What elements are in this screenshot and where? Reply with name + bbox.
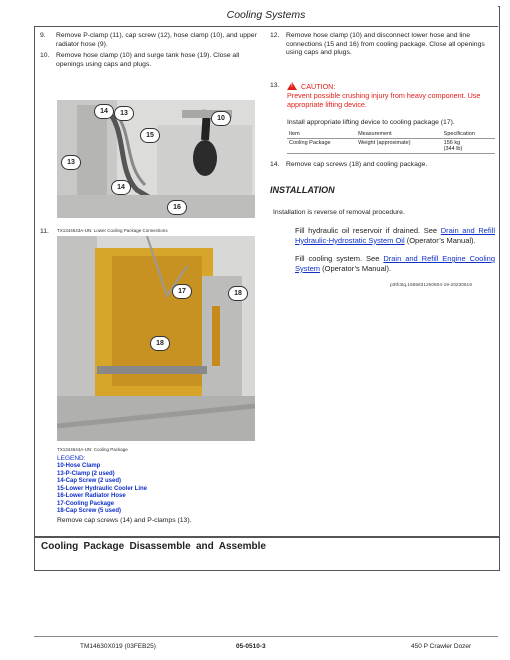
spec-header-specification: Specification	[442, 130, 495, 139]
footer-page-number: 05-0510-3	[236, 643, 266, 650]
footer-doc-id: TM14630X019 (03FEB25)	[80, 643, 156, 650]
legend-after-text: Remove cap screws (14) and P-clamps (13).	[57, 516, 192, 524]
step-number: 14.	[270, 161, 280, 168]
link-drain-refill-engine-cooling[interactable]: Drain and Refill Engine Cooling System	[295, 254, 496, 273]
callout-10: 10	[211, 111, 231, 126]
caution-block	[287, 82, 497, 109]
callout-13: 13	[61, 155, 81, 170]
callout-18: 18	[150, 336, 170, 351]
footer-machine-name: 450 P Crawler Dozer	[411, 643, 472, 650]
legend-item: 14-Cap Screw (2 used)	[57, 478, 122, 485]
callout-14: 14	[111, 180, 131, 195]
spec-table	[287, 130, 495, 154]
legend-item: 10-Hose Clamp	[57, 463, 101, 470]
callout-17: 17	[172, 284, 192, 299]
install-step-2-text: Fill cooling system. See	[295, 254, 380, 263]
section-box	[34, 536, 500, 571]
header-bar	[34, 6, 498, 27]
warning-triangle-icon	[287, 82, 297, 90]
figure-2-caption: TX1344644A-UN: Cooling Package	[57, 447, 128, 452]
legend-item: 15-Lower Hydraulic Cooler Line	[57, 485, 148, 492]
callout-18: 18	[228, 286, 248, 301]
figure-cooling-package	[57, 236, 255, 441]
installation-step-2	[295, 254, 495, 274]
installation-intro: Installation is reverse of removal procedure.	[273, 209, 405, 216]
install-step-1-post: (Operator’s Manual).	[406, 235, 476, 245]
step-number: 12.	[270, 32, 280, 39]
step-10	[40, 52, 262, 69]
install-step-1-text: Fill hydraulic oil reservoir if drained. See	[295, 226, 438, 235]
callout-14: 14	[94, 104, 114, 119]
legend-title: LEGEND:	[57, 455, 86, 462]
page-header-title: Cooling Systems	[226, 9, 306, 21]
section-title: Cooling Package Disassemble and Assemble	[41, 541, 266, 552]
installation-step-1	[295, 226, 495, 246]
spec-table-header	[287, 130, 495, 139]
callout-13: 13	[114, 106, 134, 121]
callout-15: 15	[140, 128, 160, 143]
caution-text: Prevent possible crushing injury from heavy component. Use appropriate lifting device.	[287, 91, 481, 109]
legend-item: 16-Lower Radiator Hose	[57, 493, 126, 500]
step-13-text: Install appropriate lifting device to cooling package (17).	[287, 119, 455, 126]
caution-label: CAUTION:	[301, 82, 336, 91]
reference-code: p3th3tq,1585631250604-19-20230619	[390, 283, 472, 288]
link-drain-refill-hydraulic[interactable]: Drain and Refill Hydraulic-Hydrostatic System Oil	[295, 226, 495, 245]
step-12	[270, 32, 495, 61]
step-text: Remove hose clamp (10) and surge tank hose (19). Close all openings using caps and plugs.	[56, 52, 240, 69]
installation-heading: INSTALLATION	[270, 185, 335, 195]
step-number: 10.	[40, 52, 50, 60]
spec-header-item: Item	[287, 130, 356, 139]
step-number: 9.	[40, 32, 46, 39]
step-text: Remove cap screws (18) and cooling package.	[286, 161, 428, 168]
step-14	[270, 161, 495, 173]
step-9	[40, 32, 262, 49]
legend-item: 13-P-Clamp (2 used)	[57, 470, 115, 477]
spec-value-metric: 156 kg	[443, 140, 461, 146]
step-text: Remove hose clamp (10) and disconnect lower hose and line connections (15 and 16) from cooling package. Close all openings using caps and plugs.	[286, 32, 485, 57]
spec-value-imperial: (344 lb)	[443, 146, 463, 152]
footer-rule	[34, 636, 498, 637]
step-13-number: 13.	[270, 82, 280, 89]
step-11-number: 11.	[40, 228, 49, 235]
install-step-2-post: (Operator’s Manual).	[322, 263, 392, 273]
legend	[57, 455, 191, 525]
left-steps	[40, 32, 262, 73]
spec-header-measurement: Measurement	[356, 130, 442, 139]
figure-lower-cooling-connections	[57, 100, 255, 218]
legend-item: 18-Cap Screw (5 used)	[57, 508, 122, 515]
spec-item: Cooling Package	[287, 139, 356, 154]
callout-16: 16	[167, 200, 187, 215]
spec-value	[442, 139, 495, 154]
figure-1-caption: TX1344643A-UN: Lower Cooling Package Connections	[57, 228, 168, 233]
spec-table-row	[287, 139, 495, 154]
legend-item: 17-Cooling Package	[57, 500, 115, 507]
spec-measurement: Weight (approximate)	[356, 139, 442, 154]
step-text: Remove P-clamp (11), cap screw (12), hose clamp (10), and upper radiator hose (9).	[56, 32, 257, 48]
